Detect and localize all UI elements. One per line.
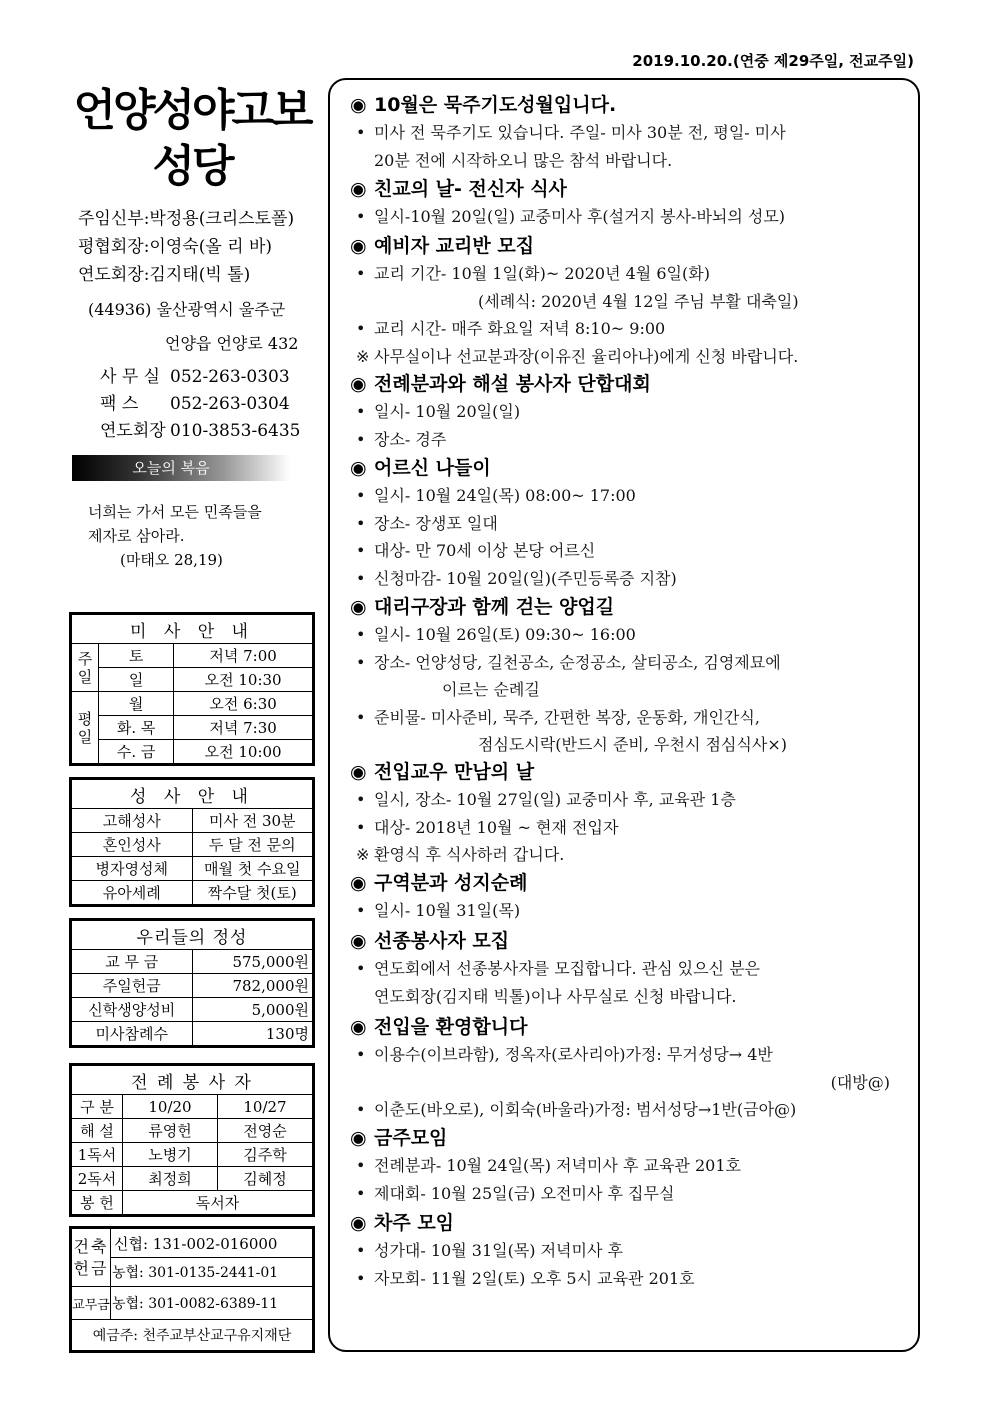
notice-section xyxy=(350,454,910,592)
bullet-icon: ◉ xyxy=(350,930,367,952)
notice-item: • 자모회- 11월 2일(토) 오후 5시 교육관 201호 xyxy=(350,1265,910,1293)
staff-list xyxy=(78,205,294,289)
notice-item: • 장소- 언양성당, 길천공소, 순정공소, 살티공소, 김영제묘에 xyxy=(350,649,910,677)
mass-time: 오전 6:30 xyxy=(174,692,313,716)
notice-item: • 준비물- 미사준비, 묵주, 간편한 복장, 운동화, 개인간식, xyxy=(350,704,910,732)
sacrament-info: 매월 첫 수요일 xyxy=(192,857,313,881)
server-role: 해 설 xyxy=(72,1119,123,1143)
item-bullet-icon: • xyxy=(356,319,366,339)
item-bullet-icon: • xyxy=(356,541,366,561)
item-bullet-icon: • xyxy=(356,901,366,920)
server-role: 봉 헌 xyxy=(72,1191,123,1215)
notice-title: ◉ 전입을 환영합니다 xyxy=(350,1013,910,1041)
notice-title: ◉ 10월은 묵주기도성월입니다. xyxy=(350,91,910,119)
staff-yeondo: 연도회장:김지태(빅 톨) xyxy=(78,265,251,285)
item-bullet-icon: • xyxy=(356,625,366,644)
notice-item: • 전례분과- 10월 24일(목) 저녁미사 후 교육관 201호 xyxy=(350,1152,910,1180)
notice-item: 20분 전에 시작하오니 많은 참석 바랍니다. xyxy=(374,150,673,170)
notice-item: • 연도회에서 선종봉사자를 모집합니다. 관심 있으신 분은 xyxy=(350,955,910,983)
server-name: 최정희 xyxy=(123,1167,218,1191)
offering-name: 주일헌금 xyxy=(72,974,193,998)
servers-table xyxy=(71,1065,313,1215)
offering-heading: 우리들의 정성 xyxy=(72,921,313,950)
server-name: 전영순 xyxy=(218,1119,313,1143)
bullet-icon: ◉ xyxy=(350,94,367,116)
account-number: 신협: 131-002-016000 xyxy=(111,1229,313,1258)
building-fund-label: 건축헌금 xyxy=(72,1229,111,1287)
notice-title: ◉ 차주 모임 xyxy=(350,1209,910,1237)
notice-section xyxy=(350,1124,910,1207)
notice-title: ◉ 전례분과와 해설 봉사자 단합대회 xyxy=(350,370,910,398)
servers-col: 10/20 xyxy=(123,1095,218,1119)
sacrament-info: 미사 전 30분 xyxy=(192,809,313,833)
sacrament-table xyxy=(71,779,313,905)
sacrament-info: 짝수달 첫(토) xyxy=(192,881,313,905)
servers-col: 구 분 xyxy=(72,1095,123,1119)
staff-priest: 주임신부:박정용(크리스토폴) xyxy=(78,209,295,229)
sacrament-name: 유아세례 xyxy=(72,881,193,905)
notice-item: • 장소- 장생포 일대 xyxy=(350,510,910,538)
item-bullet-icon: • xyxy=(356,513,366,533)
sacrament-name: 혼인성사 xyxy=(72,833,193,857)
bulletin-date: 2019.10.20.(연중 제29주일, 전교주일) xyxy=(632,52,914,70)
bullet-icon: ◉ xyxy=(350,872,367,894)
phone-list xyxy=(100,364,300,445)
gospel-heading: 오늘의 복음 xyxy=(72,455,290,481)
mass-day: 수. 금 xyxy=(99,740,174,764)
sacrament-name: 고해성사 xyxy=(72,809,193,833)
notice-item: • 교리 시간- 매주 화요일 저녁 8:10~ 9:00 xyxy=(350,315,910,343)
mass-time: 오전 10:30 xyxy=(174,668,313,692)
notice-section xyxy=(350,1209,910,1292)
notice-item: • 일시- 10월 31일(목) xyxy=(350,897,910,925)
notice-item: ※ 사무실이나 선교분과장(이유진 율리아나)에게 신청 바랍니다. xyxy=(350,343,910,371)
notice-item: • 일시, 장소- 10월 27일(일) 교중미사 후, 교육관 1층 xyxy=(350,786,910,814)
notice-title: ◉ 전입교우 만남의 날 xyxy=(350,758,910,786)
notice-item: • 이용수(이브라함), 정옥자(로사리아)가정: 무거성당→ 4반 xyxy=(350,1041,910,1069)
account-number: 농협: 301-0135-2441-01 xyxy=(111,1258,313,1287)
sacrament-info: 두 달 전 문의 xyxy=(192,833,313,857)
server-name: 김주학 xyxy=(218,1143,313,1167)
bullet-icon: ◉ xyxy=(350,1212,367,1234)
staff-council: 평협회장:이영숙(올 리 바) xyxy=(78,237,273,257)
notice-item: • 일시- 10월 20일(일) xyxy=(350,398,910,426)
notice-item: • 미사 전 묵주기도 있습니다. 주일- 미사 30분 전, 평일- 미사 xyxy=(350,119,910,147)
notice-item: 이르는 순례길 xyxy=(442,680,540,700)
mass-day: 화. 목 xyxy=(99,716,174,740)
gospel-reference: (마태오 28,19) xyxy=(120,551,223,569)
bullet-icon: ◉ xyxy=(350,1016,367,1038)
notice-item: 연도회장(김지태 빅톨)이나 사무실로 신청 바랍니다. xyxy=(374,986,737,1006)
notice-item: • 장소- 경주 xyxy=(350,426,910,454)
offering-table xyxy=(71,920,313,1046)
notice-section xyxy=(350,232,910,370)
phone-fax: 팩 스 052-263-0304 xyxy=(100,394,290,414)
servers-col: 10/27 xyxy=(218,1095,313,1119)
server-name: 류영헌 xyxy=(123,1119,218,1143)
item-bullet-icon: • xyxy=(356,402,366,421)
notice-section xyxy=(350,91,910,174)
account-holder: 예금주: 천주교부산교구유지재단 xyxy=(72,1320,313,1351)
notice-item: • 교리 기간- 10월 1일(화)~ 2020년 4월 6일(화) xyxy=(350,260,910,288)
mass-day: 일 xyxy=(99,668,174,692)
bullet-icon: ◉ xyxy=(350,373,367,395)
mass-time: 저녁 7:00 xyxy=(174,644,313,668)
weekday-label: 평일 xyxy=(72,692,99,764)
notice-item: • 대상- 2018년 10월 ~ 현재 전입자 xyxy=(350,814,910,842)
offering-amount: 130명 xyxy=(192,1022,313,1046)
item-bullet-icon: • xyxy=(356,790,366,809)
offering-name: 교 무 금 xyxy=(72,950,193,974)
item-bullet-icon: • xyxy=(356,429,366,449)
item-bullet-icon: • xyxy=(356,123,366,142)
item-bullet-icon: • xyxy=(356,959,366,978)
notice-item: (세례식: 2020년 4월 12일 주님 부활 대축일) xyxy=(478,291,799,311)
offering-amount: 5,000원 xyxy=(192,998,313,1022)
bullet-icon: ◉ xyxy=(350,235,367,257)
notice-title: ◉ 구역분과 성지순례 xyxy=(350,869,910,897)
parish-name-line2: 성당 xyxy=(152,141,232,192)
notice-section xyxy=(350,1013,910,1124)
notice-title: ◉ 선종봉사자 모집 xyxy=(350,927,910,955)
mass-time: 오전 10:00 xyxy=(174,740,313,764)
mass-day: 토 xyxy=(99,644,174,668)
item-bullet-icon: • xyxy=(356,207,366,226)
notice-item: • 제대회- 10월 25일(금) 오전미사 후 집무실 xyxy=(350,1180,910,1208)
address-line1: (44936) 울산광역시 울주군 xyxy=(88,300,286,319)
bullet-icon: ◉ xyxy=(350,596,367,618)
item-bullet-icon: • xyxy=(356,1156,366,1175)
bullet-icon: ◉ xyxy=(350,761,367,783)
item-bullet-icon: • xyxy=(356,486,366,505)
offering-amount: 575,000원 xyxy=(192,950,313,974)
item-bullet-icon: • xyxy=(356,817,366,837)
offering-name: 신학생양성비 xyxy=(72,998,193,1022)
sunday-label: 주일 xyxy=(72,644,99,692)
mass-schedule-table xyxy=(71,614,313,764)
servers-heading: 전 례 봉 사 자 xyxy=(72,1066,313,1095)
notice-title: ◉ 예비자 교리반 모집 xyxy=(350,232,910,260)
sacrament-heading: 성 사 안 내 xyxy=(72,780,313,809)
notice-section xyxy=(350,869,910,925)
item-bullet-icon: • xyxy=(356,707,366,727)
notice-title: ◉ 어르신 나들이 xyxy=(350,454,910,482)
notice-item: • 신청마감- 10월 20일(일)(주민등록증 지참) xyxy=(350,565,910,593)
dues-label: 교무금 xyxy=(72,1287,111,1320)
notice-item: • 일시- 10월 24일(목) 08:00~ 17:00 xyxy=(350,482,910,510)
notice-title: ◉ 대리구장과 함께 걷는 양업길 xyxy=(350,593,910,621)
notice-item: • 이춘도(바오로), 이회숙(바울라)가정: 범서성당→1반(금아@) xyxy=(350,1096,910,1124)
item-bullet-icon: • xyxy=(356,264,366,283)
note-mark-icon: ※ xyxy=(356,346,370,366)
notice-title: ◉ 금주모임 xyxy=(350,1124,910,1152)
notice-section xyxy=(350,370,910,453)
server-name: 김혜정 xyxy=(218,1167,313,1191)
notice-item: • 대상- 만 70세 이상 본당 어르신 xyxy=(350,537,910,565)
item-bullet-icon: • xyxy=(356,652,366,672)
notice-title: ◉ 친교의 날- 전신자 식사 xyxy=(350,175,910,203)
item-bullet-icon: • xyxy=(356,1241,366,1260)
mass-time: 저녁 7:30 xyxy=(174,716,313,740)
notice-section xyxy=(350,593,910,759)
notice-item: • 일시- 10월 26일(토) 09:30~ 16:00 xyxy=(350,621,910,649)
bullet-icon: ◉ xyxy=(350,457,367,479)
sacrament-name: 병자영성체 xyxy=(72,857,193,881)
gospel-text: 너희는 가서 모든 민족들을 제자로 삼아라. (마태오 28,19) xyxy=(88,500,262,572)
notice-item: • 일시-10월 20일(일) 교중미사 후(설거지 봉사-바뇌의 성모) xyxy=(350,203,910,231)
item-bullet-icon: • xyxy=(356,1045,366,1064)
address-line2: 언양읍 언양로 432 xyxy=(165,334,299,353)
accounts-table xyxy=(71,1228,313,1351)
phone-yeondo: 연도회장 010-3853-6435 xyxy=(100,421,301,441)
notice-item: 점심도시락(반드시 준비, 우천시 점심식사×) xyxy=(478,735,787,755)
mass-day: 월 xyxy=(99,692,174,716)
notice-item: (대방@) xyxy=(830,1072,890,1092)
server-role: 2독서 xyxy=(72,1167,123,1191)
account-number: 농협: 301-0082-6389-11 xyxy=(111,1287,313,1320)
notice-section xyxy=(350,175,910,231)
notice-section xyxy=(350,758,910,869)
notice-section xyxy=(350,927,910,1010)
bullet-icon: ◉ xyxy=(350,178,367,200)
parish-name: 언양성야고보 xyxy=(73,85,311,136)
notice-item: ※ 환영식 후 식사하러 갑니다. xyxy=(350,841,910,869)
offering-name: 미사참례수 xyxy=(72,1022,193,1046)
note-mark-icon: ※ xyxy=(356,845,370,865)
phone-office: 사 무 실 052-263-0303 xyxy=(100,367,290,387)
offering-amount: 782,000원 xyxy=(192,974,313,998)
server-role: 1독서 xyxy=(72,1143,123,1167)
item-bullet-icon: • xyxy=(356,568,366,588)
item-bullet-icon: • xyxy=(356,1268,366,1288)
item-bullet-icon: • xyxy=(356,1183,366,1203)
mass-heading: 미 사 안 내 xyxy=(72,615,313,644)
notice-item: • 성가대- 10월 31일(목) 저녁미사 후 xyxy=(350,1237,910,1265)
bullet-icon: ◉ xyxy=(350,1127,367,1149)
item-bullet-icon: • xyxy=(356,1100,366,1120)
server-name: 노병기 xyxy=(123,1143,218,1167)
server-name: 독서자 xyxy=(123,1191,313,1215)
